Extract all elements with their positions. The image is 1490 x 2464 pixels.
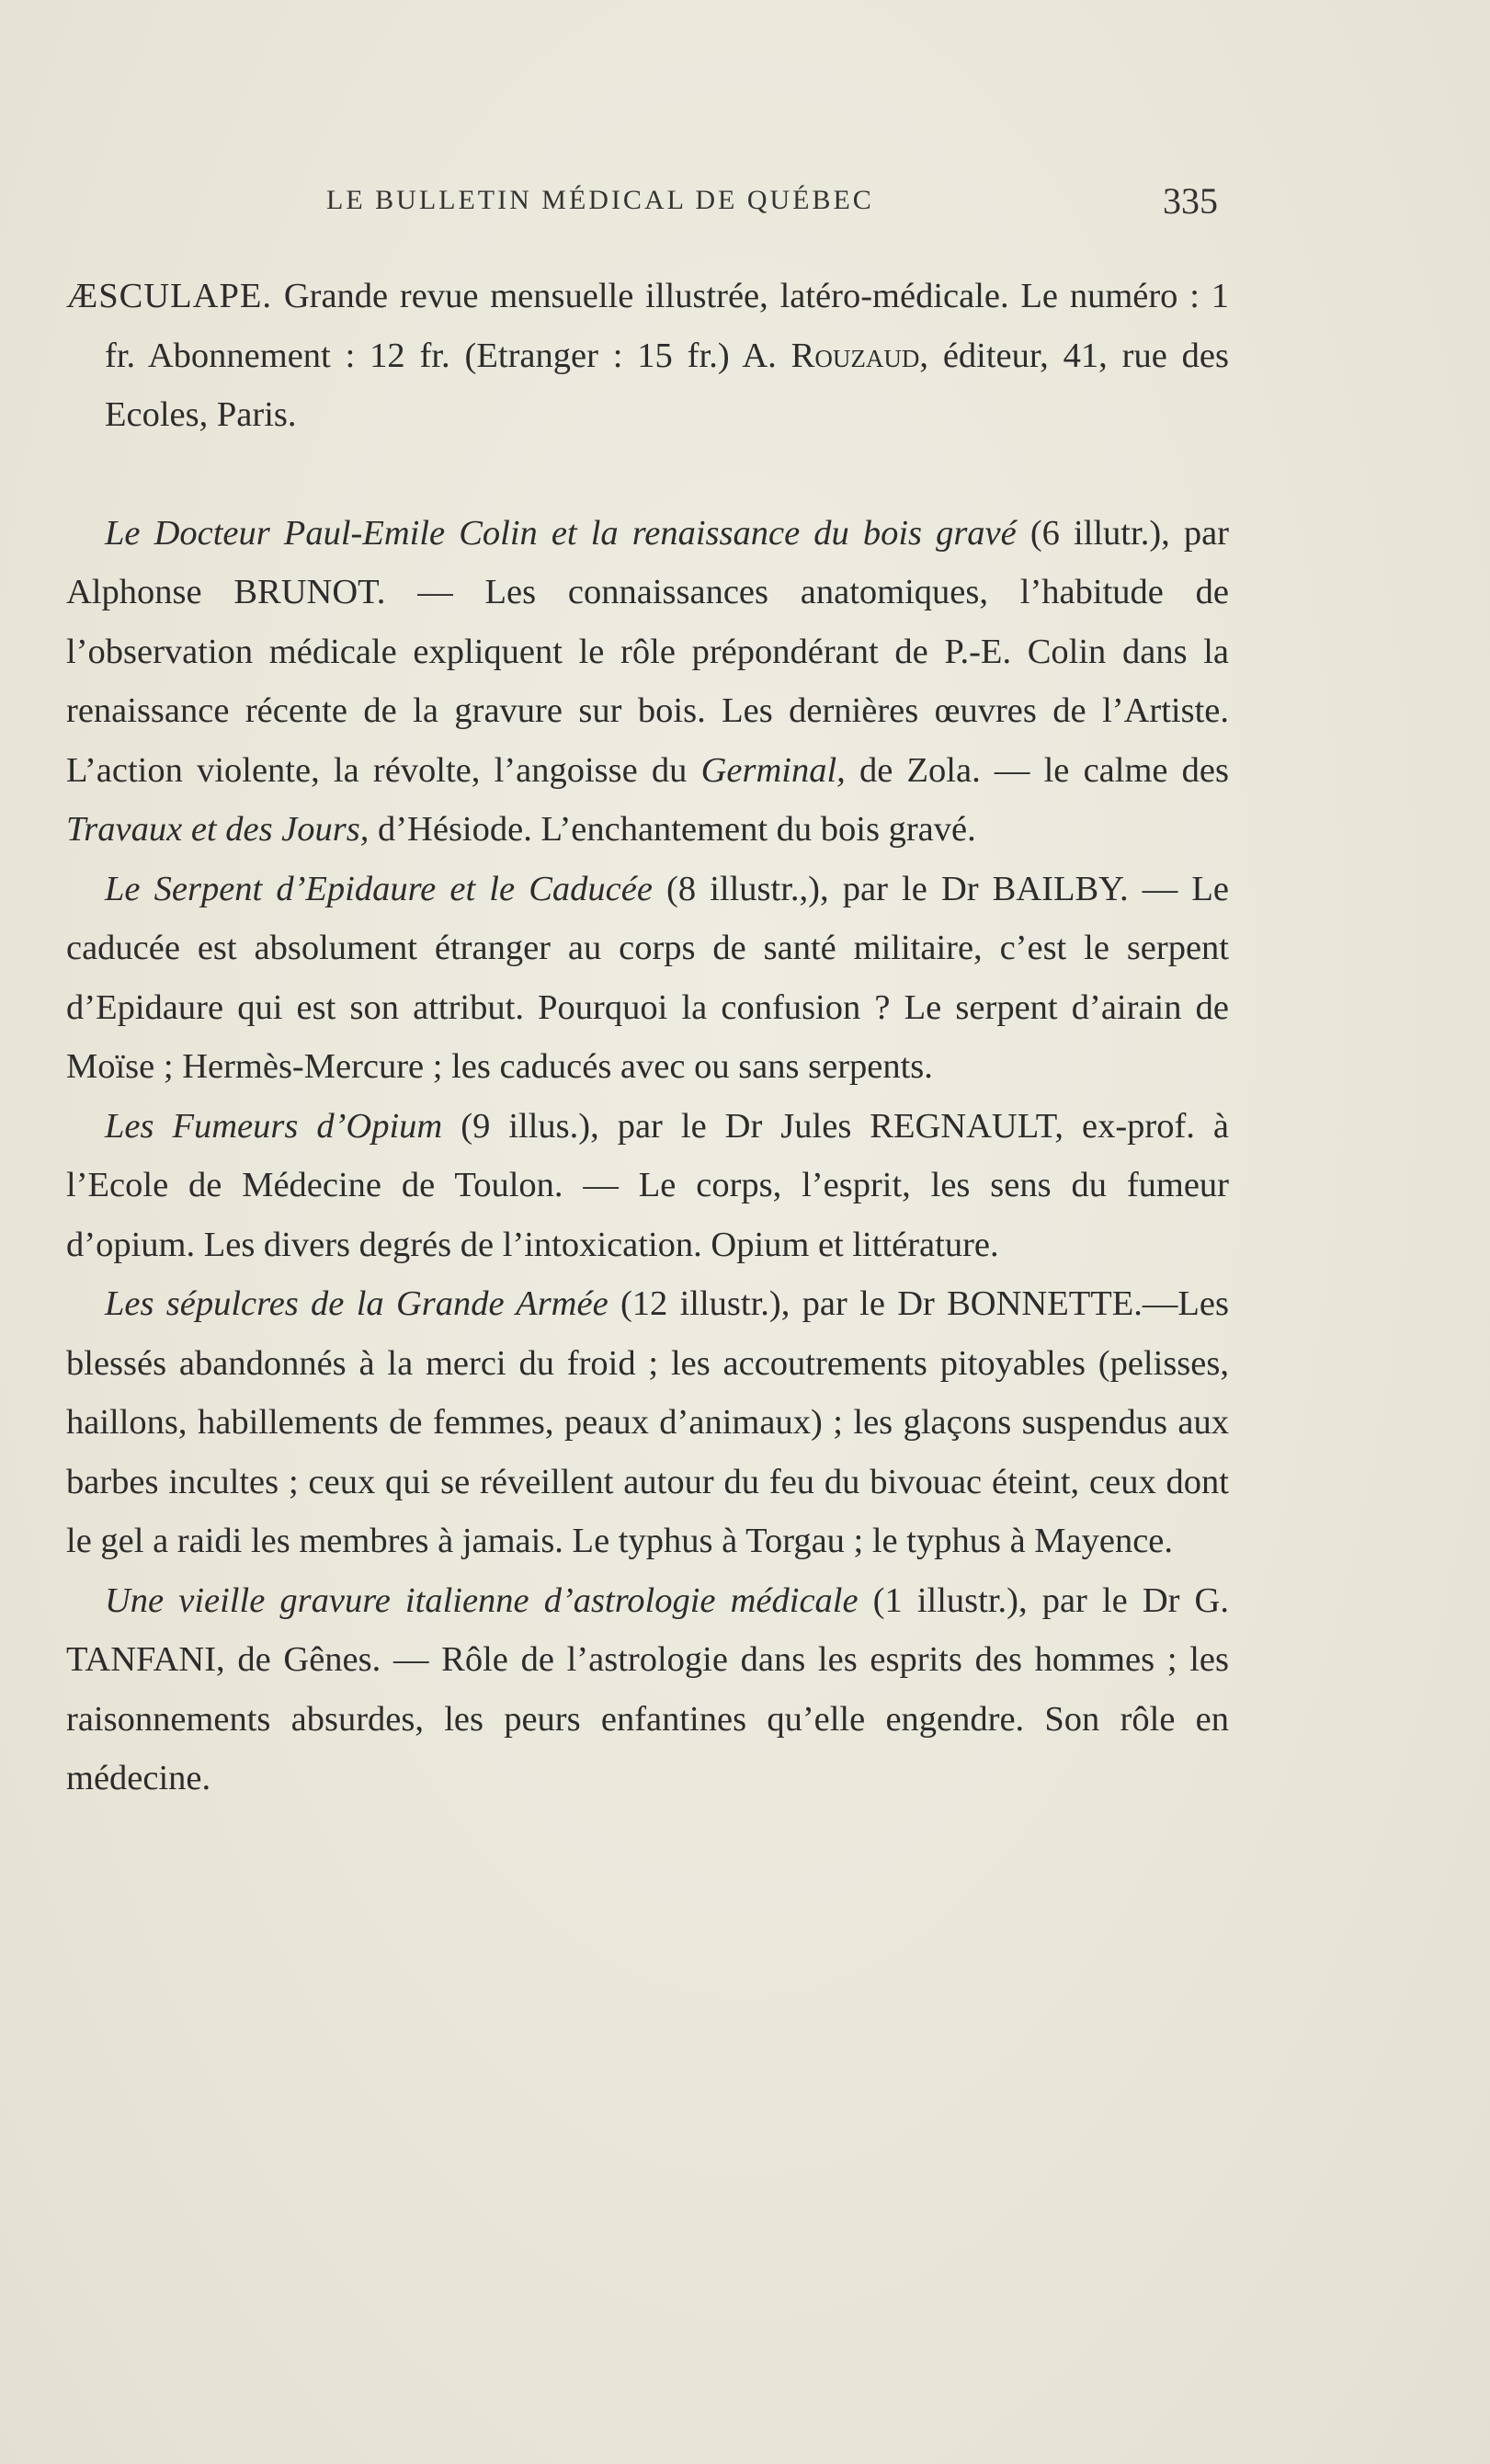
article-summary: (8 illustr.,), par le Dr BAILBY. — Le caducée est absolument étranger au corps de santé militaire, c’est le serpent d’Epidaure qui est son attribut. Pourquoi la confusion ? Le serpent d’airain de Moïse ; Hermès-Mercure ; les caducés avec ou sans serpents. [66,869,1229,1086]
journal-title: ÆSCULAPE. [66,277,273,315]
article-summary-cont: de Zola. — le calme des [845,750,1229,790]
article-entry-colin [66,504,1229,860]
journal-description: Grande revue mensuelle illustrée, latéro-médicale. Le numéro : 1 fr. Abonnement : 12 fr. (Etranger : 15 fr.) A. [105,277,1229,375]
article-summary: (1 illustr.), par le Dr G. TANFANI, de Gênes. — Rôle de l’astrologie dans les esprits des hommes ; les raisonnements absurdes, les peurs enfantines qu’elle engendre. Son rôle en médecine. [66,1580,1229,1797]
article-title: Le Docteur Paul-Emile Colin et la renaissance du bois gravé [105,513,1017,553]
article-summary: (6 illutr.), par Alphonse BRUNOT. — Les connaissances anatomiques, l’habitude de l’observation médicale expliquent le rôle prépondérant de P.-E. Colin dans la renaissance récente de la gravure sur bois. Les dernières œuvres de l’Artiste. L’action violente, la révolte, l’angoisse du [66,513,1229,790]
article-summary: (9 illus.), par le Dr Jules REGNAULT, ex-prof. à l’Ecole de Médecine de Toulon. — Le corps, l’esprit, les sens du fumeur d’opium. Les divers degrés de l’intoxication. Opium et littérature. [66,1106,1229,1264]
article-entry-astrologie [66,1571,1229,1808]
article-summary: (12 illustr.), par le Dr BONNETTE.—Les blessés abandonnés à la merci du froid ; les accoutrements pitoyables (pelisses, haillons, habillements de femmes, peaux d’animaux) ; les glaçons suspendus aux barbes incultes ; ceux qui se réveillent autour du feu du bivouac éteint, ceux dont le gel a raidi les membres à jamais. Le typhus à Torgau ; le typhus à Mayence. [66,1284,1230,1560]
journal-entry-aesculape [66,267,1229,445]
article-cited-work: Travaux et des Jours, [66,810,370,849]
publisher-name: Rouzaud [790,336,920,375]
article-entry-sepulcres [66,1274,1229,1571]
article-summary-end: d’Hésiode. L’enchantement du bois gravé. [369,810,976,849]
article-title: Le Serpent d’Epidaure et le Caducée [105,869,653,908]
page-header [326,179,1218,225]
article-entry-opium [66,1097,1229,1275]
publisher-address: , éditeur, 41, rue des Ecoles, Paris. [105,336,1229,434]
article-cited-work: Germinal, [700,750,846,790]
article-entry-serpent [66,860,1229,1097]
page-number: 335 [1163,180,1218,222]
article-title: Les sépulcres de la Grande Armée [105,1284,609,1323]
article-title: Les Fumeurs d’Opium [105,1106,443,1146]
article-title: Une vieille gravure italienne d’astrologie médicale [105,1580,859,1620]
page-body [66,267,1229,1808]
running-head: LE BULLETIN MÉDICAL DE QUÉBEC [326,185,874,215]
